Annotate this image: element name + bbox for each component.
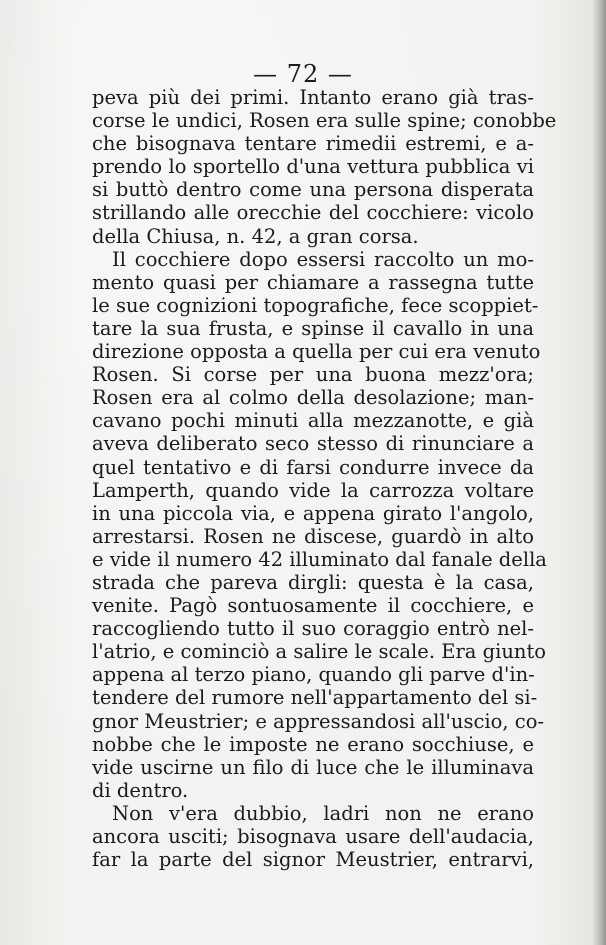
- paragraph-start-line: Il cocchiere dopo essersi raccolto un mo-: [112, 247, 534, 271]
- text-line: peva più dei primi. Intanto erano già tras-: [92, 86, 534, 109]
- text-line: corse le undici, Rosen era sulle spine; conobbe: [92, 109, 557, 133]
- text-line: aveva deliberato seco stesso di rinunciare a: [92, 432, 534, 456]
- paragraph-start-line: Non v'era dubbio, ladri non ne erano: [112, 801, 534, 825]
- text-line: prendo lo sportello d'una vettura pubblica vi: [92, 155, 534, 179]
- text-line: Lamperth, quando vide la carrozza voltare: [92, 478, 534, 502]
- text-line: venite. Pagò sontuosamente il cocchiere, e: [92, 594, 534, 618]
- text-line: strada che pareva dirgli: questa è la casa,: [92, 570, 534, 594]
- text-line: strillando alle orecchie del cocchiere: vicolo: [92, 201, 534, 225]
- text-line: direzione opposta a quella per cui era venuto: [92, 340, 541, 364]
- text-line: tendere del rumore nell'appartamento del si-: [92, 686, 538, 710]
- text-line: l'atrio, e cominciò a salire le scale. Era giunto: [92, 640, 547, 664]
- text-line: e vide il numero 42 illuminato dal fanale della: [92, 547, 547, 571]
- text-line: della Chiusa, n. 42, a gran corsa.: [92, 224, 419, 248]
- text-line: gnor Meustrier; e appressandosi all'uscio, co-: [92, 709, 545, 733]
- text-line: nobbe che le imposte ne erano socchiuse, e: [92, 732, 534, 756]
- body-text: [92, 86, 557, 872]
- text-line: che bisognava tentare rimedii estremi, e a-: [92, 132, 534, 156]
- text-line: cavano pochi minuti alla mezzanotte, e già: [92, 409, 534, 433]
- text-line: far la parte del signor Meustrier, entrarvi,: [92, 848, 534, 872]
- text-line: arrestarsi. Rosen ne discese, guardò in alto: [92, 524, 534, 548]
- text-line: Rosen era al colmo della desolazione; man-: [92, 386, 534, 410]
- text-line: Rosen. Si corse per una buona mezz'ora;: [92, 363, 534, 387]
- text-line: raccogliendo tutto il suo coraggio entrò nel-: [92, 617, 534, 641]
- text-line: in una piccola via, e appena girato l'angolo,: [92, 501, 534, 525]
- text-line: ancora usciti; bisognava usare dell'audacia,: [92, 825, 534, 848]
- text-line: mento quasi per chiamare a rassegna tutte: [92, 270, 534, 294]
- page-number: — 72 —: [253, 60, 353, 88]
- text-line: quel tentativo e di farsi condurre invece da: [92, 455, 534, 479]
- text-line: le sue cognizioni topografiche, fece scoppiet-: [92, 293, 539, 317]
- text-line: appena al terzo piano, quando gli parve d'in-: [92, 663, 535, 687]
- text-line: tare la sua frusta, e spinse il cavallo in una: [92, 316, 534, 340]
- text-line: si buttò dentro come una persona disperata: [92, 178, 534, 202]
- page-edge-shadow: [592, 0, 606, 945]
- text-line: di dentro.: [92, 778, 189, 802]
- text-line: vide uscirne un filo di luce che le illuminava: [92, 755, 534, 779]
